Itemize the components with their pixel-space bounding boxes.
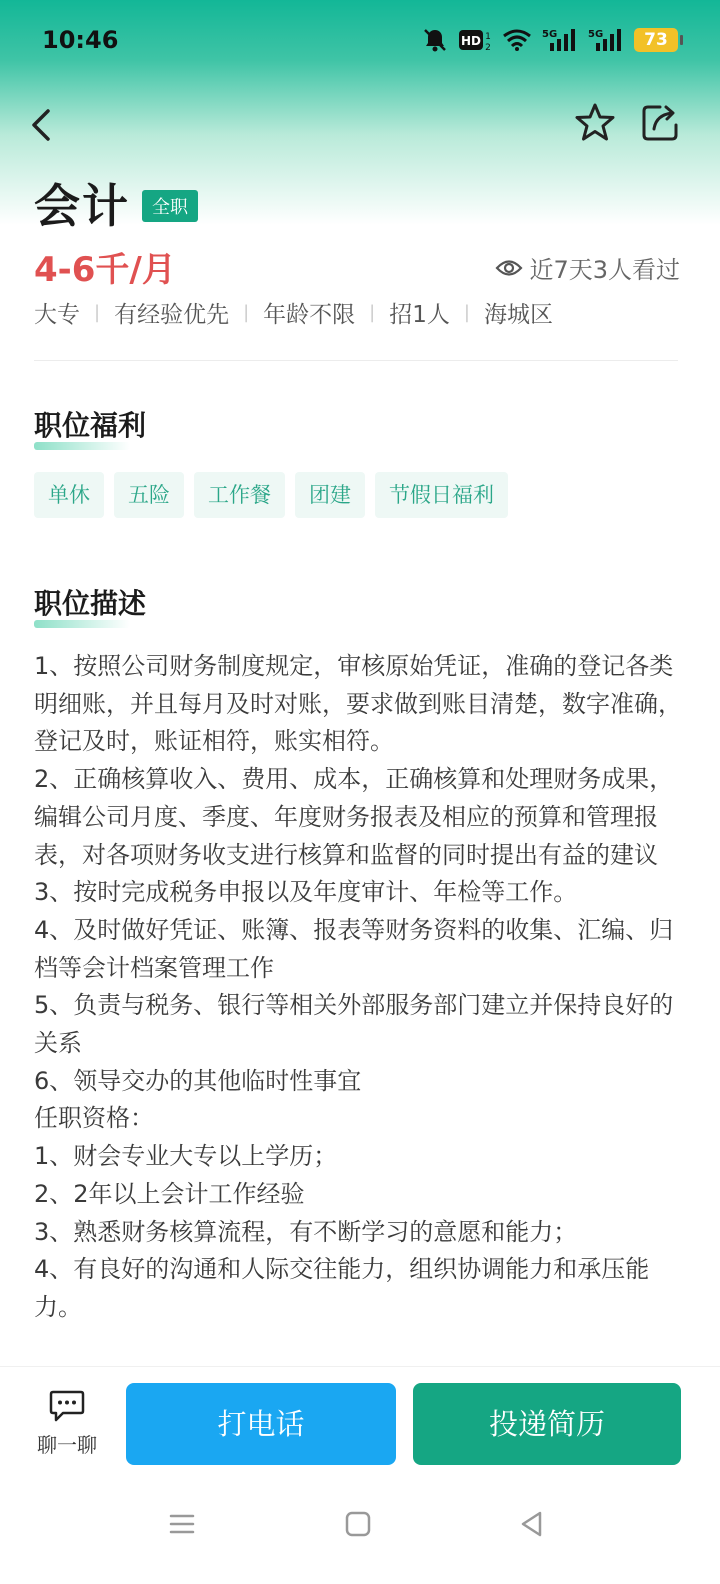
view-count xyxy=(495,250,680,285)
wifi-icon xyxy=(502,28,532,52)
description-line: 4、及时做好凭证、账簿、报表等财务资料的收集、汇编、归档等会计档案管理工作 xyxy=(34,915,674,982)
separator: | xyxy=(243,302,250,323)
nav-bar xyxy=(0,95,720,155)
separator: | xyxy=(94,302,101,323)
requirement-location: 海城区 xyxy=(483,302,553,328)
system-nav-bar xyxy=(0,1480,720,1584)
title-underline xyxy=(34,620,130,628)
description-line: 2、正确核算收入、费用、成本，正确核算和处理财务成果，编辑公司月度、季度、年度财务报表及相应的预算和管理报表，对各项财务收支进行核算和监督的同时提出有益的建议 xyxy=(34,765,674,869)
mute-bell-icon xyxy=(422,27,448,53)
description-line: 4、有良好的沟通和人际交往能力，组织协调能力和承压能力。 xyxy=(34,1255,650,1321)
svg-text:5G: 5G xyxy=(588,29,604,40)
svg-text:5G: 5G xyxy=(542,29,558,40)
svg-text:2: 2 xyxy=(485,43,491,53)
description-line: 1、财会专业大专以上学历； xyxy=(34,1142,338,1171)
description-line: 6、领导交办的其他临时性事宜 xyxy=(34,1066,362,1095)
job-title-row xyxy=(34,170,198,236)
requirement-age: 年龄不限 xyxy=(263,302,356,328)
job-title: 会计 xyxy=(34,179,130,233)
job-type-badge: 全职 xyxy=(142,190,198,222)
signal-5g-icon-2 xyxy=(588,27,624,53)
description-line: 3、按时完成税务申报以及年度审计、年检等工作。 xyxy=(34,878,578,907)
description-title-text: 职位描述 xyxy=(34,587,147,620)
chat-button[interactable] xyxy=(32,1389,102,1458)
hd-icon xyxy=(458,27,492,53)
benefit-tag: 单休 xyxy=(34,472,104,518)
svg-text:HD: HD xyxy=(460,34,482,48)
view-count-text: 近7天3人看过 xyxy=(529,256,680,284)
status-bar xyxy=(0,0,720,80)
svg-text:1: 1 xyxy=(485,32,491,42)
back-arrow-icon[interactable] xyxy=(22,101,62,149)
description-line: 5、负责与税务、银行等相关外部服务部门建立并保持良好的关系 xyxy=(34,991,674,1058)
benefits-title-text: 职位福利 xyxy=(34,409,147,442)
job-requirements xyxy=(34,296,553,329)
star-icon[interactable] xyxy=(574,101,616,143)
status-time: 10:46 xyxy=(42,26,119,54)
eye-icon xyxy=(495,257,523,279)
action-bar xyxy=(0,1366,720,1480)
status-icons xyxy=(422,27,678,53)
benefit-tag: 五险 xyxy=(114,472,184,518)
requirement-headcount: 招1人 xyxy=(389,302,450,328)
benefit-tag: 节假日福利 xyxy=(375,472,508,518)
job-description xyxy=(34,648,684,1327)
apply-resume-button[interactable]: 投递简历 xyxy=(413,1383,681,1465)
requirement-experience: 有经验优先 xyxy=(114,302,230,328)
home-icon[interactable] xyxy=(344,1510,372,1538)
chat-bubble-icon xyxy=(49,1389,85,1423)
back-triangle-icon[interactable] xyxy=(518,1510,546,1538)
separator: | xyxy=(369,302,376,323)
description-title xyxy=(34,582,146,622)
signal-5g-icon xyxy=(542,27,578,53)
description-line: 任职资格： xyxy=(34,1104,154,1133)
title-underline xyxy=(34,442,130,450)
menu-icon[interactable] xyxy=(168,1510,196,1538)
benefit-tag: 工作餐 xyxy=(194,472,285,518)
divider xyxy=(34,360,678,361)
benefit-tags xyxy=(34,472,508,518)
requirement-education: 大专 xyxy=(34,302,80,328)
description-line: 1、按照公司财务制度规定，审核原始凭证，准确的登记各类明细账，并且每月及时对账，要求做到账目清楚，数字准确，登记及时，账证相符，账实相符。 xyxy=(34,652,682,756)
share-icon[interactable] xyxy=(640,101,680,143)
battery-indicator: 73 xyxy=(634,28,678,52)
benefit-tag: 团建 xyxy=(295,472,365,518)
description-line: 3、熟悉财务核算流程，有不断学习的意愿和能力； xyxy=(34,1217,578,1246)
chat-label: 聊一聊 xyxy=(37,1433,97,1457)
salary: 4-6千/月 xyxy=(34,250,176,290)
benefits-title xyxy=(34,404,146,444)
description-line: 2、2年以上会计工作经验 xyxy=(34,1179,305,1208)
separator: | xyxy=(463,302,470,323)
call-button[interactable]: 打电话 xyxy=(126,1383,396,1465)
